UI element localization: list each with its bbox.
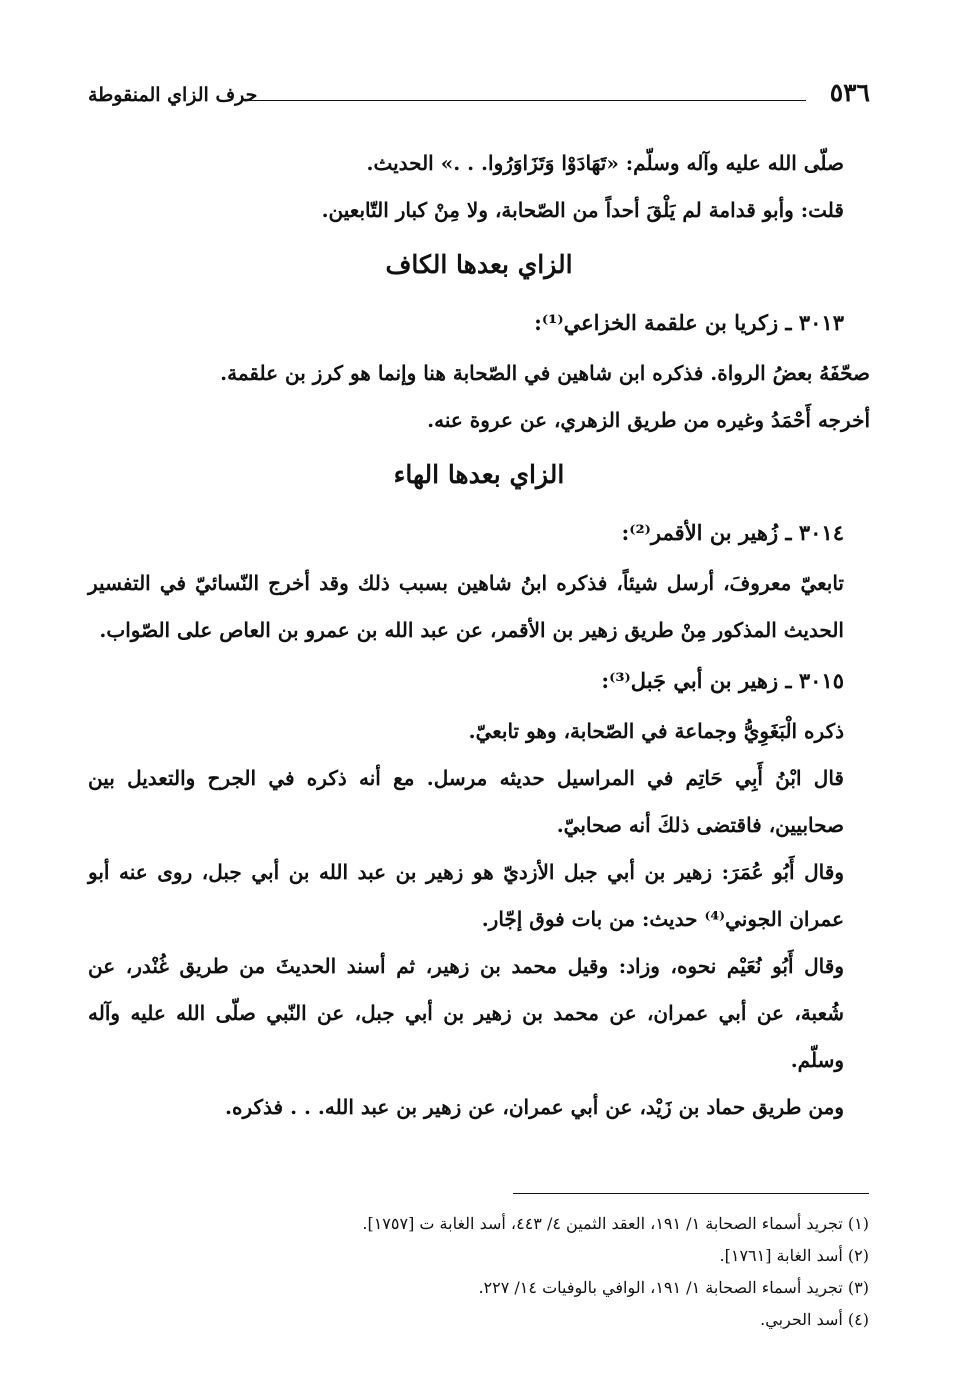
paragraph: صحّفَهُ بعضُ الرواة. فذكره ابن شاهين في الصّحابة هنا وإنما هو كرز بن علقمة. [220, 361, 870, 385]
section-heading: الزاي بعدها الهاء [393, 460, 565, 489]
main-text [88, 140, 870, 1131]
paragraph: أخرجه أَحْمَدُ وغيره من طريق الزهري، عن عروة عنه. [427, 408, 870, 432]
paragraph: وقال أَبُو نُعَيْم نحوه، وزاد: وقيل محمد بن زهير، ثم أسند الحديثَ من طريق غُنْدر، عن شُعبة، عن أبي عمران، عن محمد بن زهير بن أبي جبل، عن النّبي صلّى الله عليه وآله وسلّم. [88, 954, 844, 1072]
footnote: (١) تجريد أسماء الصحابة ١/ ١٩١، العقد الثمين ٤/ ٤٤٣، أسد الغابة ت [١٧٥٧]. [362, 1214, 869, 1233]
text-line: صلّى الله عليه وآله وسلّم: «تَهَادَوْا وَتَزَاوَرُوا. . .» الحديث. [366, 151, 844, 175]
section-heading: الزاي بعدها الكاف [385, 250, 573, 279]
footnote: (٢) أسد الغابة [١٧٦١]. [719, 1246, 869, 1265]
paragraph: وقال أَبُو عُمَرَ: زهير بن أبي جبل الأزديّ هو زهير بن عبد الله بن أبي جبل، روى عنه أبو عمران الجوني⁽⁴⁾ حديث: من بات فوق إجّار. [88, 860, 844, 931]
entry-heading: ٣٠١٥ ـ زهير بن أبي جَبل⁽³⁾: [601, 668, 844, 693]
footnotes [89, 1208, 869, 1336]
running-title: حرف الزاي المنقوطة [88, 84, 258, 106]
entry-heading: ٣٠١٣ ـ زكريا بن علقمة الخزاعي⁽¹⁾: [534, 310, 844, 335]
page-number: ٥٣٦ [829, 78, 870, 107]
paragraph: تابعيّ معروفَ، أرسل شيئاً، فذكره ابنُ شاهين بسبب ذلك وقد أخرج النّسائيّ في التفسير الحديث المذكور مِنْ طريق زهير بن الأقمر، عن عبد الله بن عمرو بن العاص على الصّواب. [88, 571, 844, 642]
footnote: (٣) تجريد أسماء الصحابة ١/ ١٩١، الوافي بالوفيات ١٤/ ٢٢٧. [478, 1278, 869, 1297]
text-line: قلت: وأبو قدامة لم يَلْقَ أحداً من الصّحابة، ولا مِنْ كبار التّابعين. [321, 198, 844, 222]
page-header [88, 78, 870, 118]
header-rule [243, 100, 806, 101]
paragraph: قال ابْنُ أَبِي حَاتِم في المراسيل حديثه مرسل. مع أنه ذكره في الجرح والتعديل بين صحابيين، فاقتضى ذلكَ أنه صحابيّ. [88, 766, 844, 837]
paragraph: ذكره الْبَغَوِيُّ وجماعة في الصّحابة، وهو تابعيّ. [468, 719, 844, 743]
entry-heading: ٣٠١٤ ـ زُهير بن الأقمر⁽²⁾: [621, 520, 844, 545]
footnote-rule [513, 1193, 869, 1194]
footnote: (٤) أسد الحربي. [760, 1310, 869, 1329]
paragraph: ومن طريق حماد بن زَيْد، عن أبي عمران، عن زهير بن عبد الله. . . فذكره. [225, 1095, 844, 1119]
